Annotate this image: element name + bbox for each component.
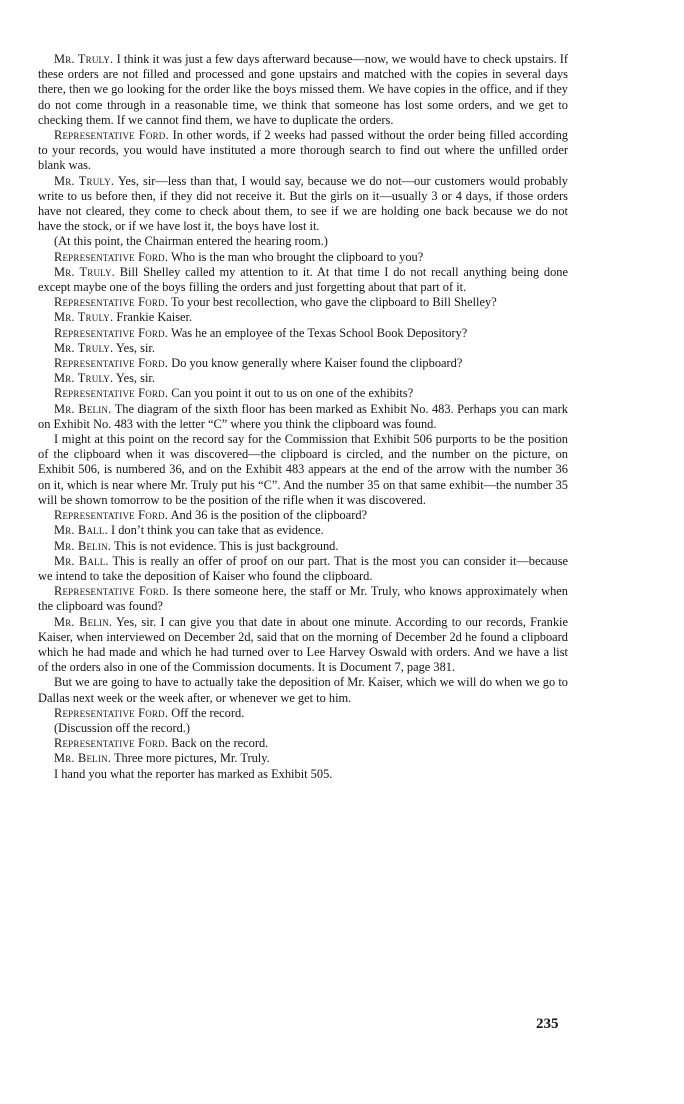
speaker-name: Representative Ford. bbox=[54, 705, 169, 720]
paragraph-text: Is there someone here, the staff or Mr. Truly, who knows approximately when the clipboard was found? bbox=[38, 584, 568, 614]
transcript-paragraph bbox=[38, 234, 568, 249]
speaker-name: Mr. Ball. bbox=[54, 523, 108, 538]
paragraph-text: (At this point, the Chairman entered the hearing room.) bbox=[54, 234, 328, 249]
paragraph-text: I might at this point on the record say for the Commission that Exhibit 506 purports to be the position of the clipboard when it was discovered—the clipboard is circled, and the number on the picture, on Exhibit 506, is numbered 36, and on the Exhibit 483 appears at the end of the arrow with the number 36 on it, which is near where Mr. Truly put his “C”. And the number 35 on that same exhibit—the number 35 will be shown tomorrow to be the position of the rifle when it was discovered. bbox=[38, 432, 568, 507]
paragraph-text: I don’t think you can take that as evidence. bbox=[110, 523, 324, 538]
paragraph-text: Back on the record. bbox=[171, 736, 269, 751]
paragraph-text: Bill Shelley called my attention to it. At that time I do not recall anything being done except maybe one of the boys filling the orders and just forgetting about that part of it. bbox=[38, 264, 568, 295]
speaker-name: Representative Ford. bbox=[54, 584, 169, 599]
paragraph-text: Was he an employee of the Texas School Book Depository? bbox=[171, 325, 468, 340]
speaker-name: Representative Ford. bbox=[54, 386, 169, 401]
paragraph-text: Yes, sir. bbox=[115, 371, 155, 386]
paragraph-text: Frankie Kaiser. bbox=[116, 310, 193, 325]
paragraph-text: Three more pictures, Mr. Truly. bbox=[113, 751, 270, 766]
transcript-paragraph bbox=[38, 767, 568, 782]
speaker-name: Mr. Belin. bbox=[54, 401, 112, 416]
transcript-paragraph bbox=[38, 523, 568, 538]
transcript-paragraph bbox=[38, 386, 568, 401]
transcript-paragraph bbox=[38, 341, 568, 356]
transcript-paragraph bbox=[38, 356, 568, 371]
paragraph-text: I think it was just a few days afterward because—now, we would have to check upstairs. If these orders are not filled and processed and gone upstairs and matched with the copies in several days there, then we go looking for the order like the boys missed them. We have copies in the office, and if they do not come through in a reasonable time, we think that someone has lost some orders, and we get to checking them. If we cannot find them, we have to duplicate the orders. bbox=[38, 52, 568, 127]
transcript-paragraph bbox=[38, 751, 568, 766]
transcript-paragraph bbox=[38, 265, 568, 295]
transcript-paragraph bbox=[38, 675, 568, 705]
speaker-name: Mr. Belin. bbox=[54, 751, 112, 766]
paragraph-text: (Discussion off the record.) bbox=[54, 720, 191, 735]
paragraph-text: But we are going to have to actually take the deposition of Mr. Kaiser, which we will do when we go to Dallas next week or the week after, or whenever we get to him. bbox=[38, 675, 568, 705]
paragraph-text: Yes, sir. bbox=[115, 340, 155, 355]
paragraph-text: Off the record. bbox=[171, 705, 245, 720]
transcript-body bbox=[38, 52, 568, 782]
transcript-paragraph bbox=[38, 539, 568, 554]
paragraph-text: And 36 is the position of the clipboard? bbox=[170, 508, 368, 523]
paragraph-text: In other words, if 2 weeks had passed without the order being filled according to your records, you would have instituted a more thorough search to find out where the unfilled order blank was. bbox=[38, 128, 568, 173]
transcript-paragraph bbox=[38, 295, 568, 310]
transcript-paragraph bbox=[38, 615, 568, 676]
paragraph-text: This is not evidence. This is just background. bbox=[113, 538, 339, 553]
speaker-name: Mr. Truly. bbox=[54, 340, 114, 355]
paragraph-text: Yes, sir—less than that, I would say, because we do not—our customers would probably write to us before then, if they did not receive it. But the girls on it—usually 3 or 4 days, if those orders have not cleared, they come to check about them, to see if we are holding one back because we do not have the stock, or if we have lost it, the boys have lost it. bbox=[38, 173, 568, 234]
paragraph-text: Can you point it out to us on one of the exhibits? bbox=[171, 386, 414, 401]
speaker-name: Mr. Truly. bbox=[54, 264, 115, 279]
transcript-paragraph bbox=[38, 554, 568, 584]
paragraph-text: Do you know generally where Kaiser found the clipboard? bbox=[171, 356, 463, 371]
transcript-paragraph bbox=[38, 721, 568, 736]
transcript-paragraph bbox=[38, 584, 568, 614]
speaker-name: Representative Ford. bbox=[54, 325, 169, 340]
page-number: 235 bbox=[536, 1016, 559, 1032]
speaker-name: Mr. Truly. bbox=[54, 52, 114, 66]
transcript-paragraph bbox=[38, 432, 568, 508]
speaker-name: Representative Ford. bbox=[54, 508, 169, 523]
speaker-name: Representative Ford. bbox=[54, 128, 169, 143]
speaker-name: Representative Ford. bbox=[54, 249, 169, 264]
speaker-name: Representative Ford. bbox=[54, 736, 169, 751]
transcript-paragraph bbox=[38, 52, 568, 128]
speaker-name: Mr. Ball. bbox=[54, 553, 109, 568]
transcript-paragraph bbox=[38, 508, 568, 523]
transcript-paragraph bbox=[38, 250, 568, 265]
paragraph-text: The diagram of the sixth floor has been marked as Exhibit No. 483. Perhaps you can mark on Exhibit No. 483 with the letter “C” where you think the clipboard was found. bbox=[38, 401, 568, 431]
transcript-paragraph bbox=[38, 736, 568, 751]
paragraph-text: Yes, sir. I can give you that date in about one minute. According to our records, Frankie Kaiser, when interviewed on December 2d, said that on the morning of December 2d he found a clipboard which he had made and which he had turned over to Lee Harvey Oswald with orders. And we have a list of the orders also in one of the Commission documents. It is Document 7, page 381. bbox=[38, 614, 568, 675]
speaker-name: Mr. Belin. bbox=[54, 538, 112, 553]
transcript-paragraph bbox=[38, 310, 568, 325]
transcript-paragraph bbox=[38, 706, 568, 721]
transcript-paragraph bbox=[38, 326, 568, 341]
speaker-name: Representative Ford. bbox=[54, 356, 169, 371]
speaker-name: Mr. Truly. bbox=[54, 371, 114, 386]
paragraph-text: I hand you what the reporter has marked as Exhibit 505. bbox=[54, 766, 333, 781]
transcript-paragraph bbox=[38, 402, 568, 432]
paragraph-text: Who is the man who brought the clipboard to you? bbox=[171, 249, 424, 264]
paragraph-text: To your best recollection, who gave the clipboard to Bill Shelley? bbox=[171, 295, 497, 310]
speaker-name: Mr. Truly. bbox=[54, 173, 115, 188]
transcript-paragraph bbox=[38, 371, 568, 386]
speaker-name: Mr. Truly. bbox=[54, 310, 114, 325]
paragraph-text: This is really an offer of proof on our part. That is the most you can consider it—because we intend to take the deposition of Kaiser who found the clipboard. bbox=[38, 553, 569, 583]
speaker-name: Representative Ford. bbox=[54, 295, 169, 310]
speaker-name: Mr. Belin. bbox=[54, 614, 113, 629]
transcript-paragraph bbox=[38, 174, 568, 235]
transcript-paragraph bbox=[38, 128, 568, 174]
